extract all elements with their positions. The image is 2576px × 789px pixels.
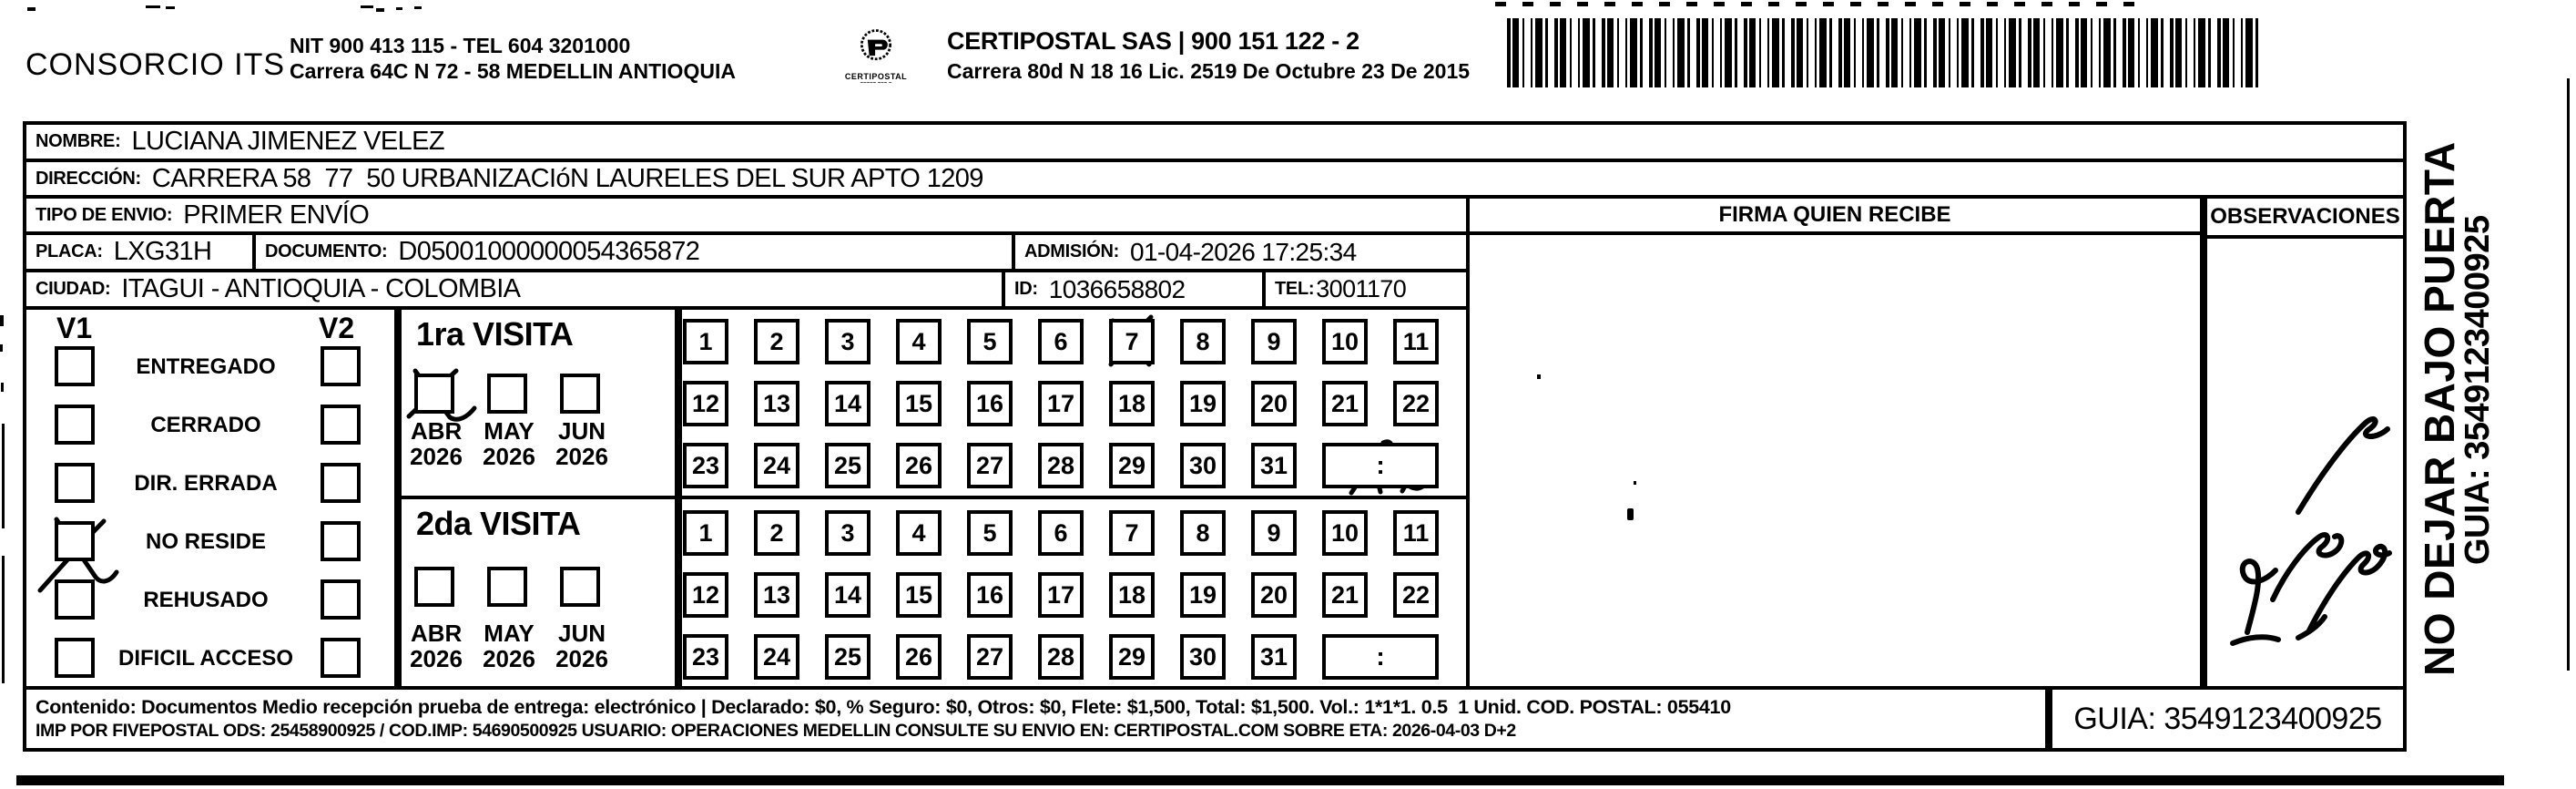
placa-cell xyxy=(23,231,256,272)
visita2-day-12: 12 xyxy=(683,572,728,618)
visita2-day-26: 26 xyxy=(896,634,942,680)
visita2-day-29: 29 xyxy=(1109,634,1155,680)
checkbox-v1-no-reside xyxy=(55,521,95,561)
placa-label: PLACA: xyxy=(36,241,103,261)
visita2-day-1: 1 xyxy=(683,510,728,556)
visita2-day-13: 13 xyxy=(754,572,799,618)
checkbox-v1-entregado xyxy=(55,346,95,386)
v1-column-header: V1 xyxy=(56,312,93,344)
visita2-day-16: 16 xyxy=(967,572,1013,618)
ciudad-cell xyxy=(23,269,1005,310)
visita1-day-27: 27 xyxy=(967,443,1013,488)
visita1-day-14: 14 xyxy=(825,381,871,426)
visita1-day-18: 18 xyxy=(1109,381,1155,426)
visita1-time-cell: : xyxy=(1322,443,1439,488)
visita1-day-23: 23 xyxy=(683,443,728,488)
tel-value: 3001170 xyxy=(1316,275,1407,302)
direccion-label: DIRECCIÓN: xyxy=(36,168,141,189)
visita2-month-label: ABR xyxy=(411,620,463,647)
firma-header: FIRMA QUIEN RECIBE xyxy=(1466,195,2204,235)
visita1-day-28: 28 xyxy=(1038,443,1084,488)
direccion-row xyxy=(23,159,2407,199)
status-label-dir-errada: DIR. ERRADA xyxy=(134,471,278,496)
visita1-day-24: 24 xyxy=(754,443,799,488)
checkbox-v1-cerrado xyxy=(55,405,95,445)
visita2-day-21: 21 xyxy=(1322,572,1368,618)
documento-cell xyxy=(252,231,1015,272)
company-nit-tel: NIT 900 413 115 - TEL 604 3201000 xyxy=(290,34,631,57)
visita2-day-30: 30 xyxy=(1180,634,1226,680)
visita2-year-label: 2026 xyxy=(483,645,535,672)
direccion-value: CARRERA 58 77 50 URBANIZACIóN LAURELES DEL SUR APTO 1209 xyxy=(151,163,983,193)
visita1-day-6: 6 xyxy=(1038,319,1084,364)
admision-cell xyxy=(1012,231,1470,272)
status-label-rehusado: REHUSADO xyxy=(143,588,269,612)
tel-cell xyxy=(1262,269,1470,310)
visita1-year-label: 2026 xyxy=(555,443,608,470)
visita1-day-15: 15 xyxy=(896,381,942,426)
visita1-day-2: 2 xyxy=(754,319,799,364)
visita1-title: 1ra VISITA xyxy=(416,315,574,353)
carrier-name-nit: CERTIPOSTAL SAS | 900 151 122 - 2 xyxy=(947,27,1359,55)
visita1-day-5: 5 xyxy=(967,319,1013,364)
visita1-month-label: ABR xyxy=(411,417,463,445)
visita1-day-4: 4 xyxy=(896,319,942,364)
tipo-envio-label: TIPO DE ENVIO: xyxy=(36,204,173,225)
ciudad-label: CIUDAD: xyxy=(36,279,111,299)
tel-label: TEL: xyxy=(1275,279,1315,299)
visita1-day-17: 17 xyxy=(1038,381,1084,426)
visita1-day-29: 29 xyxy=(1109,443,1155,488)
status-label-entregado: ENTREGADO xyxy=(136,354,276,379)
visita1-day-16: 16 xyxy=(967,381,1013,426)
barcode-icon xyxy=(1507,18,2261,87)
visita1-year-label: 2026 xyxy=(483,443,535,470)
tipo-envio-value: PRIMER ENVÍO xyxy=(183,200,370,230)
checkbox-v1-rehusado xyxy=(55,579,95,620)
visita2-day-28: 28 xyxy=(1038,634,1084,680)
v2-column-header: V2 xyxy=(319,312,355,344)
visita2-day-4: 4 xyxy=(896,510,942,556)
contenido-line: Contenido: Documentos Medio recepción prueba de entrega: electrónico | Declarado: $0, % Seguro: $0, Otros: $0, Flete: $1,500, Total: $1,500. Vol.: 1*1*1. 0.5 1 Unid. COD. POSTAL: 055410 xyxy=(36,696,1731,718)
visita2-day-23: 23 xyxy=(683,634,728,680)
visita1-day-7: 7 xyxy=(1109,319,1155,364)
visita1-day-11: 11 xyxy=(1393,319,1439,364)
observaciones-header: OBSERVACIONES xyxy=(2204,195,2407,239)
visita1-day-1: 1 xyxy=(683,319,728,364)
documento-label: DOCUMENTO: xyxy=(265,241,388,261)
visita2-day-22: 22 xyxy=(1393,572,1439,618)
company-address: Carrera 64C N 72 - 58 MEDELLIN ANTIOQUIA xyxy=(290,59,736,83)
visita2-month-checkbox-jun xyxy=(560,567,600,607)
nombre-value: LUCIANA JIMENEZ VELEZ xyxy=(131,127,444,156)
id-label: ID: xyxy=(1014,279,1038,299)
tipo-envio-cell xyxy=(23,195,1470,235)
scan-edge-line xyxy=(2567,78,2570,671)
visita1-day-31: 31 xyxy=(1251,443,1297,488)
visita2-day-6: 6 xyxy=(1038,510,1084,556)
ciudad-value: ITAGUI - ANTIOQUIA - COLOMBIA xyxy=(121,274,521,303)
visita1-day-30: 30 xyxy=(1180,443,1226,488)
visita2-day-25: 25 xyxy=(825,634,871,680)
visita2-day-27: 27 xyxy=(967,634,1013,680)
company-name: CONSORCIO ITS xyxy=(25,47,286,82)
documento-value: D05001000000054365872 xyxy=(398,237,700,266)
observaciones-area xyxy=(2204,235,2407,690)
checkbox-v2-rehusado xyxy=(321,579,361,620)
status-label-dificil-acceso: DIFICIL ACCESO xyxy=(117,646,293,671)
imp-line: IMP POR FIVEPOSTAL ODS: 25458900925 / COD.IMP: 54690500925 USUARIO: OPERACIONES MEDELLIN CONSULTE SU ENVIO EN: CERTIPOSTAL.COM SOBRE ETA: 2026-04-03 D+2 xyxy=(36,721,1516,741)
visita2-time-cell: : xyxy=(1322,634,1439,680)
visita1-month-checkbox-abr xyxy=(414,374,454,414)
checkbox-v2-dificil-acceso xyxy=(321,638,361,678)
guia-box-value: GUIA: 3549123400925 xyxy=(2073,701,2382,736)
side-guia-number: GUIA: 3549123400925 xyxy=(2459,215,2497,565)
id-value: 1036658802 xyxy=(1048,274,1186,303)
visita2-day-17: 17 xyxy=(1038,572,1084,618)
visita2-day-10: 10 xyxy=(1322,510,1368,556)
visita2-month-checkbox-may xyxy=(487,567,527,607)
visita1-month-label: MAY xyxy=(484,417,535,445)
visita2-month-checkbox-abr xyxy=(414,567,454,607)
visita1-day-13: 13 xyxy=(754,381,799,426)
visita2-month-label: JUN xyxy=(557,620,606,647)
scan-bottom-bar xyxy=(16,775,2504,785)
certipostal-logo: CERTIPOSTAL ~~~~~ ~~~ ~ xyxy=(840,26,911,87)
logo-caption: CERTIPOSTAL xyxy=(844,72,908,81)
visita2-day-7: 7 xyxy=(1109,510,1155,556)
visita2-day-3: 3 xyxy=(825,510,871,556)
visita1-day-8: 8 xyxy=(1180,319,1226,364)
checkbox-v2-entregado xyxy=(321,346,361,386)
status-label-cerrado: CERRADO xyxy=(150,413,261,437)
checkbox-v1-dir-errada xyxy=(55,463,95,503)
visita1-day-25: 25 xyxy=(825,443,871,488)
scan-artifact-dashes xyxy=(1495,2,2142,6)
visita2-day-14: 14 xyxy=(825,572,871,618)
guia-box xyxy=(2049,686,2407,752)
status-label-no-reside: NO RESIDE xyxy=(145,529,267,554)
visita2-day-18: 18 xyxy=(1109,572,1155,618)
checkbox-v2-cerrado xyxy=(321,405,361,445)
visita2-day-24: 24 xyxy=(754,634,799,680)
visita1-day-19: 19 xyxy=(1180,381,1226,426)
visita2-day-5: 5 xyxy=(967,510,1013,556)
visita2-day-11: 11 xyxy=(1393,510,1439,556)
visita1-year-label: 2026 xyxy=(410,443,463,470)
visita2-month-label: MAY xyxy=(484,620,535,647)
visita1-day-12: 12 xyxy=(683,381,728,426)
visita1-month-label: JUN xyxy=(557,417,606,445)
checkbox-v2-no-reside xyxy=(321,521,361,561)
visita1-day-22: 22 xyxy=(1393,381,1439,426)
visita2-year-label: 2026 xyxy=(555,645,608,672)
visita1-day-20: 20 xyxy=(1251,381,1297,426)
visita1-day-10: 10 xyxy=(1322,319,1368,364)
checkbox-v2-dir-errada xyxy=(321,463,361,503)
visita2-day-19: 19 xyxy=(1180,572,1226,618)
firma-area xyxy=(1466,231,2204,690)
admision-value: 01-04-2026 17:25:34 xyxy=(1129,237,1357,266)
contenido-cell xyxy=(23,686,2049,752)
visita2-day-15: 15 xyxy=(896,572,942,618)
visita2-title: 2da VISITA xyxy=(416,505,581,542)
admision-label: ADMISIÓN: xyxy=(1024,241,1119,261)
placa-value: LXG31H xyxy=(113,237,212,266)
visita2-day-9: 9 xyxy=(1251,510,1297,556)
visita2-day-2: 2 xyxy=(754,510,799,556)
checkbox-v1-dificil-acceso xyxy=(55,638,95,678)
certipostal-logo-icon xyxy=(855,26,897,67)
visita1-day-26: 26 xyxy=(896,443,942,488)
carrier-address-lic: Carrera 80d N 18 16 Lic. 2519 De Octubre 23 De 2015 xyxy=(947,59,1471,83)
visita1-day-21: 21 xyxy=(1322,381,1368,426)
nombre-label: NOMBRE: xyxy=(36,131,121,151)
no-dejar-bajo-puerta-warning: NO DEJAR BAJO PUERTA xyxy=(2416,141,2463,676)
visita1-day-3: 3 xyxy=(825,319,871,364)
visita1-month-checkbox-jun xyxy=(560,374,600,414)
visita2-day-20: 20 xyxy=(1251,572,1297,618)
visita2-year-label: 2026 xyxy=(410,645,463,672)
visita2-day-8: 8 xyxy=(1180,510,1226,556)
visita1-month-checkbox-may xyxy=(487,374,527,414)
id-cell xyxy=(1002,269,1266,310)
visita2-day-31: 31 xyxy=(1251,634,1297,680)
nombre-row xyxy=(23,121,2407,162)
visita1-day-9: 9 xyxy=(1251,319,1297,364)
